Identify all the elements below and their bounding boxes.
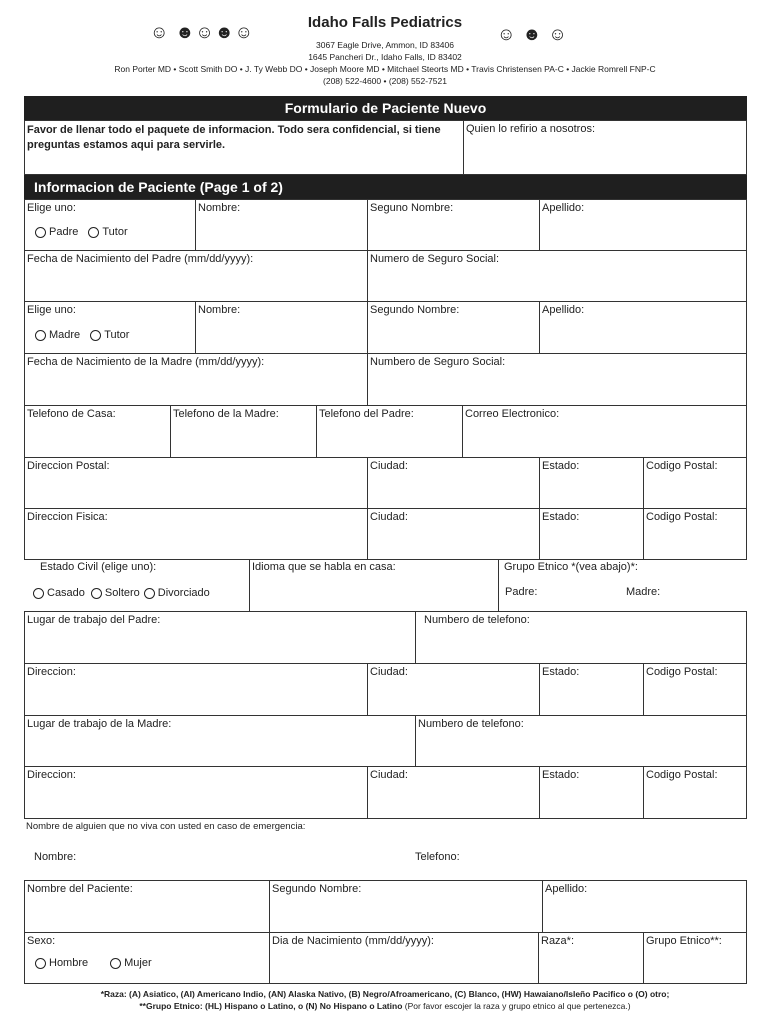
email-field[interactable]	[462, 405, 747, 458]
referral-field[interactable]	[463, 120, 747, 175]
patient-ethnic-field[interactable]	[643, 932, 747, 984]
mother-work-phone-label: Numbero de telefono:	[418, 718, 524, 730]
patient-dob-label: Dia de Nacimiento (mm/dd/yyyy):	[272, 935, 434, 947]
mother-first-name-field[interactable]	[195, 301, 368, 354]
clinic-address-2: 1645 Pancheri Dr., Idaho Falls, ID 83402	[308, 52, 462, 62]
father-work-address-field[interactable]	[24, 663, 368, 716]
physical-state-field[interactable]	[539, 508, 644, 560]
father-work-city-label: Ciudad:	[370, 666, 408, 678]
radio-mujer[interactable]	[110, 957, 152, 969]
ethnic-footnote-tail: (Por favor escojer la raza y grupo etnico al que pertenezca.)	[404, 1001, 631, 1011]
mother-dob-label: Fecha de Nacimiento de la Madre (mm/dd/yyyy):	[27, 356, 265, 368]
mother-phone-field[interactable]	[170, 405, 317, 458]
patient-sex-label: Sexo:	[27, 935, 56, 947]
father-radio-padre[interactable]	[35, 226, 78, 238]
mother-first-label: Nombre:	[198, 304, 241, 316]
father-radio-tutor-label: Tutor	[102, 226, 128, 238]
emergency-label: Nombre de alguien que no viva con usted en caso de emergencia:	[26, 821, 306, 832]
father-radio-tutor[interactable]	[88, 226, 127, 238]
radio-soltero[interactable]	[91, 587, 140, 599]
referral-label: Quien lo refirio a nosotros:	[466, 123, 596, 135]
clinic-header	[0, 0, 770, 94]
father-last-label: Apellido:	[542, 202, 585, 214]
father-work-zip-field[interactable]	[643, 663, 747, 716]
father-work-state-label: Estado:	[542, 666, 580, 678]
mother-workplace-field[interactable]	[24, 715, 416, 767]
patient-ethnic-label: Grupo Etnico**:	[646, 935, 722, 947]
father-last-name-field[interactable]	[539, 199, 747, 251]
patient-dob-field[interactable]	[269, 932, 539, 984]
intro-box	[24, 120, 464, 175]
mother-ssn-field[interactable]	[367, 353, 747, 406]
physical-state-label: Estado:	[542, 511, 580, 523]
marital-status-cell	[24, 559, 250, 611]
father-radio-padre-label: Padre	[49, 226, 79, 238]
ethnic-footnote	[0, 1001, 770, 1011]
father-work-city-field[interactable]	[367, 663, 540, 716]
father-work-state-field[interactable]	[539, 663, 644, 716]
radio-circle-icon	[35, 958, 46, 969]
radio-circle-icon	[90, 330, 101, 341]
section-title: Informacion de Paciente (Page 1 of 2)	[24, 175, 747, 199]
mother-radio-madre-label: Madre	[49, 329, 81, 341]
radio-circle-icon	[88, 227, 99, 238]
emergency-phone-field[interactable]: Telefono:	[415, 851, 460, 863]
father-middle-name-field[interactable]	[367, 199, 540, 251]
radio-casado-label: Casado	[47, 587, 85, 599]
mother-work-zip-field[interactable]	[643, 766, 747, 819]
physical-zip-field[interactable]	[643, 508, 747, 560]
mailing-address-field[interactable]	[24, 457, 368, 509]
father-work-phone-field[interactable]	[415, 611, 747, 664]
clinic-phones: (208) 522-4600 • (208) 552-7521	[323, 76, 447, 86]
father-phone-field[interactable]	[316, 405, 463, 458]
patient-race-field[interactable]	[538, 932, 644, 984]
home-language-field[interactable]	[249, 559, 499, 611]
radio-casado[interactable]	[33, 587, 85, 599]
father-dob-label: Fecha de Nacimiento del Padre (mm/dd/yyyy):	[27, 253, 254, 265]
physical-city-field[interactable]	[367, 508, 540, 560]
radio-circle-icon	[91, 588, 102, 599]
patient-name-field[interactable]	[24, 880, 270, 933]
form-title: Formulario de Paciente Nuevo	[24, 96, 747, 120]
father-first-label: Nombre:	[198, 202, 241, 214]
patient-last-label: Apellido:	[545, 883, 588, 895]
radio-hombre[interactable]	[35, 957, 88, 969]
mother-phone-label: Telefono de la Madre:	[173, 408, 279, 420]
mother-work-city-label: Ciudad:	[370, 769, 408, 781]
mother-choose-label: Elige uno:	[27, 304, 76, 316]
kid-face-icon: ☺ ☻☺☻☺	[150, 22, 255, 42]
radio-divorciado[interactable]	[144, 587, 210, 599]
mother-middle-label: Segundo Nombre:	[370, 304, 460, 316]
father-ssn-label: Numero de Seguro Social:	[370, 253, 500, 265]
mother-work-zip-label: Codigo Postal:	[646, 769, 718, 781]
radio-hombre-label: Hombre	[49, 957, 89, 969]
mother-last-label: Apellido:	[542, 304, 585, 316]
radio-mujer-label: Mujer	[124, 957, 152, 969]
mother-work-address-label: Direccion:	[27, 769, 76, 781]
father-workplace-label: Lugar de trabajo del Padre:	[27, 614, 161, 626]
mailing-address-label: Direccion Postal:	[27, 460, 110, 472]
father-workplace-field[interactable]	[24, 611, 416, 664]
ethnic-mother-field[interactable]: Madre:	[626, 586, 661, 598]
radio-divorciado-label: Divorciado	[157, 587, 210, 599]
marital-status-label: Estado Civil (elige uno):	[40, 561, 157, 573]
patient-middle-name-field[interactable]	[269, 880, 543, 933]
patient-race-label: Raza*:	[541, 935, 575, 947]
email-label: Correo Electronico:	[465, 408, 560, 420]
father-work-address-label: Direccion:	[27, 666, 76, 678]
radio-circle-icon	[33, 588, 44, 599]
kid-face-icon: ☺ ☻ ☺	[497, 24, 568, 44]
radio-circle-icon	[144, 588, 155, 599]
ethnic-group-cell	[502, 559, 747, 611]
patient-name-label: Nombre del Paciente:	[27, 883, 133, 895]
emergency-name-field[interactable]: Nombre:	[34, 851, 77, 863]
home-language-label: Idioma que se habla en casa:	[252, 561, 396, 573]
mother-radio-madre[interactable]	[35, 329, 80, 341]
emergency-contact-cell	[24, 818, 747, 881]
ethnic-footnote-text: **Grupo Etnico: (HL) Hispano o Latino, o (N) No Hispano o Latino	[139, 1001, 403, 1011]
mother-work-phone-field[interactable]	[415, 715, 747, 767]
clinic-address-1: 3067 Eagle Drive, Ammon, ID 83406	[316, 40, 454, 50]
mother-work-state-field[interactable]	[539, 766, 644, 819]
mother-choose-cell	[24, 301, 196, 354]
mother-role-group	[35, 329, 139, 341]
ethnic-group-label: Grupo Etnico *(vea abajo)*:	[504, 561, 638, 573]
radio-circle-icon	[35, 227, 46, 238]
physical-city-label: Ciudad:	[370, 511, 408, 523]
mother-middle-name-field[interactable]	[367, 301, 540, 354]
father-ssn-field[interactable]	[367, 250, 747, 302]
race-footnote: *Raza: (A) Asiatico, (AI) Americano Indio, (AN) Alaska Nativo, (B) Negro/Afroamericano, (C) Blanco, (HW) Hawaiano/Isleño Pacifico o (O) otro;	[100, 989, 670, 999]
mailing-city-field[interactable]	[367, 457, 540, 509]
mother-workplace-label: Lugar de trabajo de la Madre:	[27, 718, 172, 730]
patient-last-name-field[interactable]	[542, 880, 747, 933]
father-middle-label: Seguno Nombre:	[370, 202, 454, 214]
father-choose-cell	[24, 199, 196, 251]
marital-status-group	[33, 587, 210, 599]
father-phone-label: Telefono del Padre:	[319, 408, 414, 420]
intro-text: Favor de llenar todo el paquete de informacion. Todo sera confidencial, si tiene preguntas estamos aqui para servirle.	[27, 124, 441, 151]
mother-radio-tutor-label: Tutor	[104, 329, 130, 341]
mailing-city-label: Ciudad:	[370, 460, 408, 472]
mailing-zip-field[interactable]	[643, 457, 747, 509]
home-phone-field[interactable]	[24, 405, 171, 458]
ethnic-father-field[interactable]: Padre:	[505, 586, 538, 598]
father-choose-label: Elige uno:	[27, 202, 76, 214]
mother-dob-field[interactable]	[24, 353, 368, 406]
home-phone-label: Telefono de Casa:	[27, 408, 116, 420]
mother-radio-tutor[interactable]	[90, 329, 129, 341]
physical-zip-label: Codigo Postal:	[646, 511, 718, 523]
mailing-state-field[interactable]	[539, 457, 644, 509]
clinic-name: Idaho Falls Pediatrics	[307, 14, 463, 31]
mailing-zip-label: Codigo Postal:	[646, 460, 718, 472]
physical-address-label: Direccion Fisica:	[27, 511, 108, 523]
mother-ssn-label: Numbero de Seguro Social:	[370, 356, 506, 368]
father-first-name-field[interactable]	[195, 199, 368, 251]
mother-last-name-field[interactable]	[539, 301, 747, 354]
patient-middle-label: Segundo Nombre:	[272, 883, 362, 895]
mother-work-city-field[interactable]	[367, 766, 540, 819]
radio-soltero-label: Soltero	[104, 587, 140, 599]
doctor-list: Ron Porter MD • Scott Smith DO • J. Ty Webb DO • Joseph Moore MD • Mitchael Steorts MD • Travis Christensen PA-C • Jackie Romrell FNP-C	[114, 64, 656, 74]
mailing-state-label: Estado:	[542, 460, 580, 472]
radio-circle-icon	[110, 958, 121, 969]
father-work-zip-label: Codigo Postal:	[646, 666, 718, 678]
physical-address-field[interactable]	[24, 508, 368, 560]
mother-work-state-label: Estado:	[542, 769, 580, 781]
father-dob-field[interactable]	[24, 250, 368, 302]
mother-work-address-field[interactable]	[24, 766, 368, 819]
radio-circle-icon	[35, 330, 46, 341]
father-work-phone-label: Numbero de telefono:	[424, 614, 530, 626]
patient-sex-group	[35, 957, 162, 969]
father-role-group	[35, 226, 138, 238]
